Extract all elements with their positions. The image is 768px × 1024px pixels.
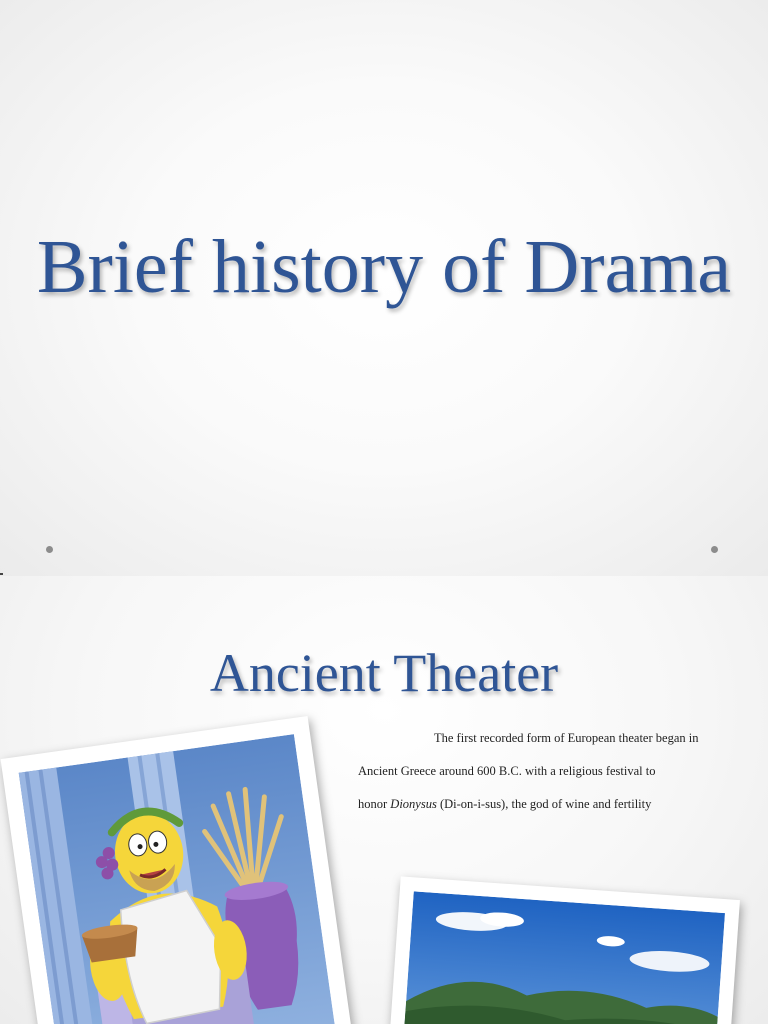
slide-2 <box>0 576 768 1024</box>
greek-amphitheater-icon <box>399 891 725 1024</box>
edge-mark <box>0 573 3 575</box>
bullet-dot-right <box>711 546 718 553</box>
body-line-3 <box>358 788 738 821</box>
bullet-dot-left <box>46 546 53 553</box>
body-line-3-end: (Di-on-i-sus), the god of wine and fertility <box>436 797 652 811</box>
cartoon-photo-frame <box>1 716 354 1024</box>
slide-title: Brief history of Drama <box>36 225 732 309</box>
body-line-2: Ancient Greece around 600 B.C. with a religious festival to <box>358 764 656 778</box>
dionysus-emphasis: Dionysus <box>390 797 437 811</box>
body-line-3-start: honor <box>358 797 391 811</box>
body-paragraph <box>358 722 738 821</box>
cartoon-dionysus-icon <box>19 734 336 1024</box>
amphitheater-photo-frame <box>384 876 740 1024</box>
body-line-1: The first recorded form of European theater began in <box>434 731 699 745</box>
slide-title: Ancient Theater <box>209 643 559 703</box>
